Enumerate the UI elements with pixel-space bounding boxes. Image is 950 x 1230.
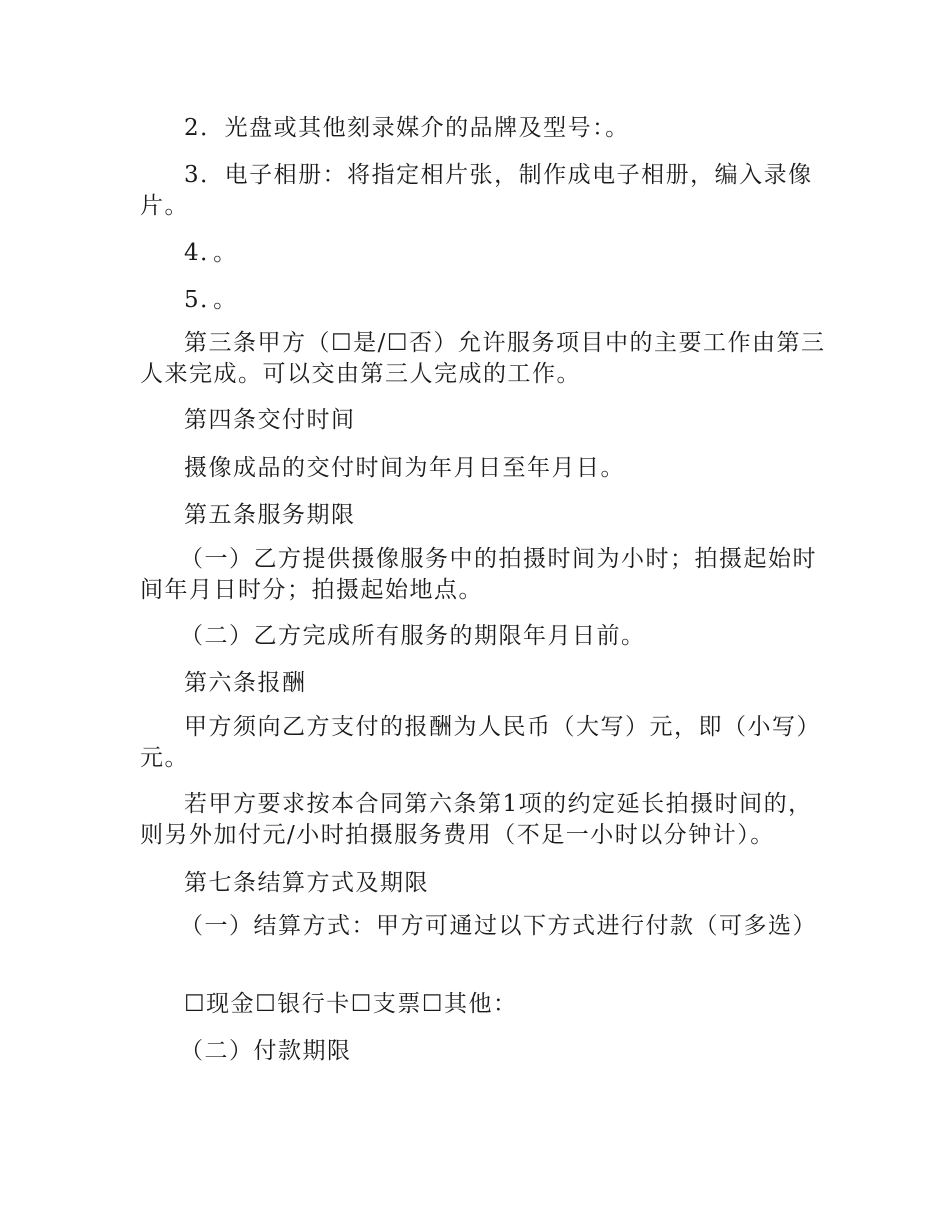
item-5: 5．。 — [184, 287, 238, 313]
article-4-heading: 第四条交付时间 — [184, 407, 356, 433]
article-5-item-1: （一）乙方提供摄像服务中的拍摄时间为小时；拍摄起始时间年月日时分；拍摄起始地点。 — [140, 546, 817, 603]
article-7-item-1: （一）结算方式：甲方可通过以下方式进行付款（可多选） — [180, 913, 817, 939]
article-7-heading: 第七条结算方式及期限 — [184, 870, 429, 896]
payment-method-options: ☐现金☐银行卡☐支票☐其他： — [184, 991, 518, 1017]
article-5-item-2: （二）乙方完成所有服务的期限年月日前。 — [180, 623, 646, 649]
item-3-electronic-album: 3．电子相册：将指定相片张，制作成电子相册，编入录像片。 — [140, 162, 813, 219]
article-6-remuneration: 甲方须向乙方支付的报酬为人民币（大写）元，即（小写）元。 — [140, 714, 821, 771]
item-2-disc-brand: 2．光盘或其他刻录媒介的品牌及型号：。 — [184, 115, 630, 141]
article-7-item-2: （二）付款期限 — [180, 1038, 352, 1064]
article-6-heading: 第六条报酬 — [184, 670, 307, 696]
article-5-heading: 第五条服务期限 — [184, 502, 356, 528]
article-3-third-party: 第三条甲方（☐是/☐否）允许服务项目中的主要工作由第三人来完成。可以交由第三人完成的工作。 — [140, 330, 826, 387]
article-6-extension-fee: 若甲方要求按本合同第六条第1项的约定延长拍摄时间的，则另外加付元/小时拍摄服务费用（不足一小时以分钟计）。 — [140, 791, 813, 848]
item-4: 4．。 — [184, 240, 238, 266]
article-4-delivery-time: 摄像成品的交付时间为年月日至年月日。 — [184, 455, 625, 481]
